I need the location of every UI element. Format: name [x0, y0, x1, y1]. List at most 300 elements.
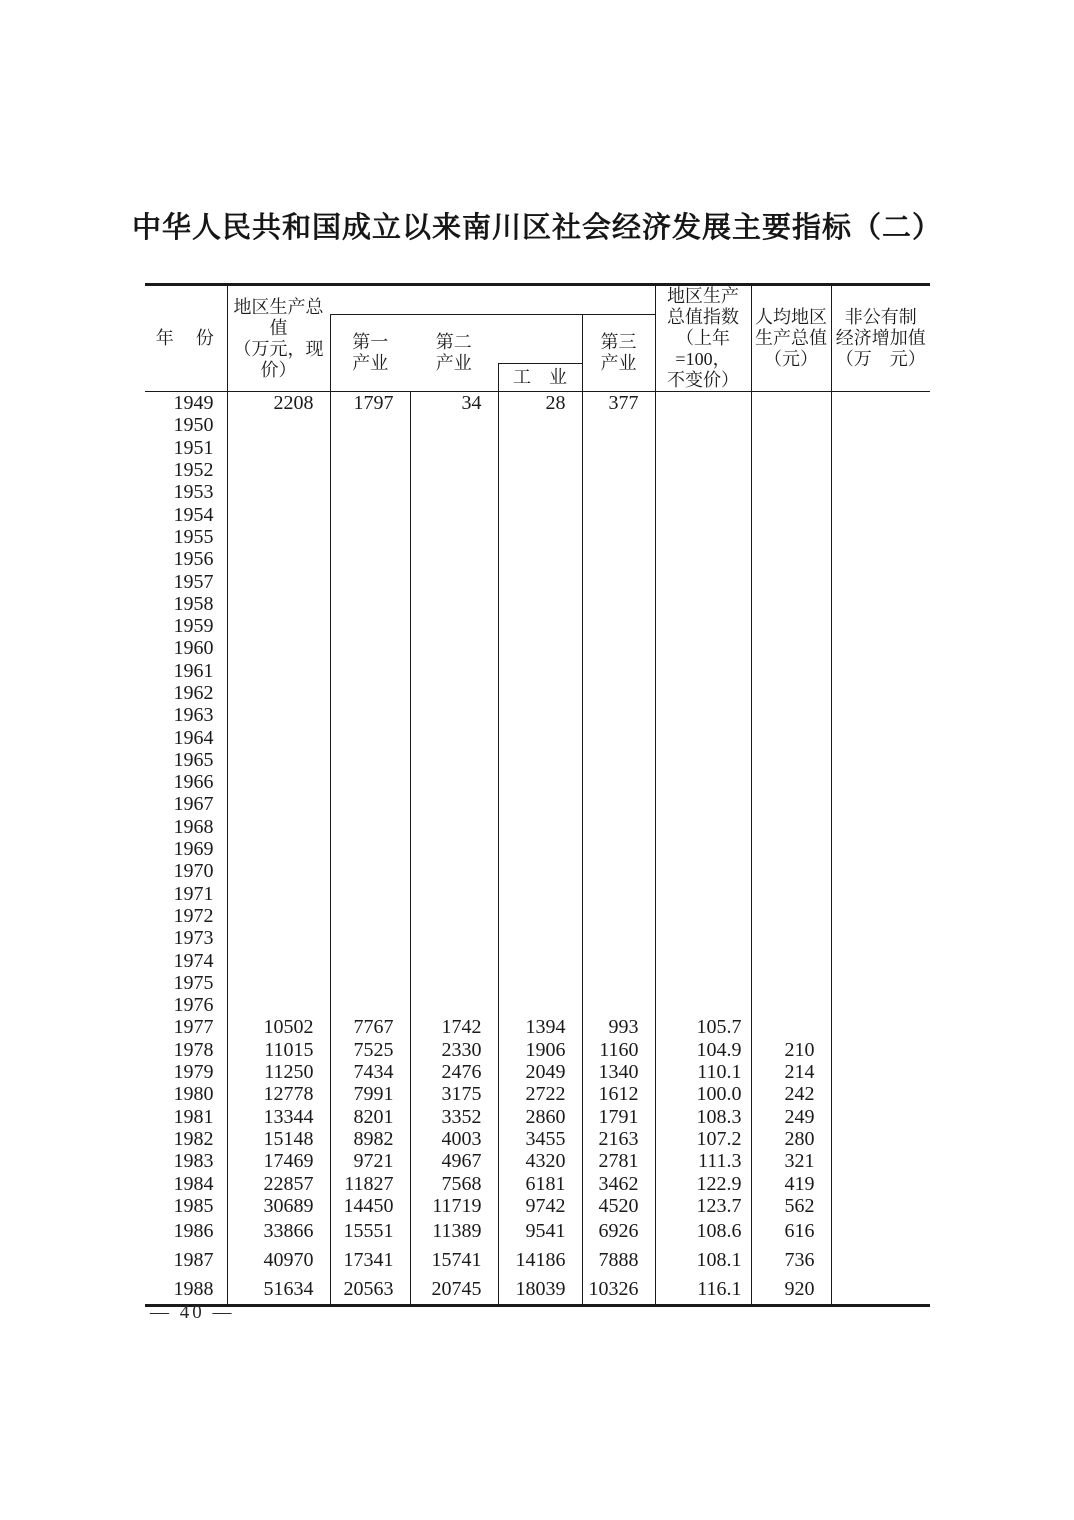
cell-gdp [227, 548, 330, 570]
cell-tertiary-industry: 7888 [582, 1246, 655, 1275]
cell-gdp: 51634 [227, 1275, 330, 1306]
header-primary-industry [330, 315, 410, 392]
cell-non-public [831, 1016, 930, 1038]
cell-non-public [831, 1150, 930, 1172]
cell-tertiary-industry [582, 503, 655, 525]
cell-non-public [831, 1083, 930, 1105]
cell-industry [498, 526, 582, 548]
header-spanner-band [330, 285, 655, 315]
table-row [145, 704, 930, 726]
cell-year: 1985 [173, 1194, 214, 1217]
cell-non-public [831, 771, 930, 793]
cell-primary-industry [330, 481, 410, 503]
cell-primary-industry [330, 838, 410, 860]
cell-gdp-index [655, 682, 751, 704]
cell-industry: 3455 [498, 1128, 582, 1150]
cell-non-public [831, 1275, 930, 1306]
table-row [145, 392, 930, 415]
cell-per-capita [751, 682, 831, 704]
header-industry: 工 业 [498, 364, 582, 392]
table-row [145, 1039, 930, 1061]
cell-primary-industry [330, 637, 410, 659]
cell-gdp-index [655, 816, 751, 838]
cell-per-capita: 616 [751, 1217, 831, 1246]
cell-tertiary-industry [582, 437, 655, 459]
cell-non-public [831, 883, 930, 905]
cell-industry: 9541 [498, 1217, 582, 1246]
cell-tertiary-industry [582, 838, 655, 860]
cell-primary-industry [330, 704, 410, 726]
cell-year: 1972 [173, 904, 214, 927]
cell-year: 1969 [173, 838, 214, 861]
cell-industry [498, 660, 582, 682]
cell-industry [498, 972, 582, 994]
cell-gdp [227, 593, 330, 615]
cell-industry [498, 838, 582, 860]
table-row [145, 949, 930, 971]
cell-secondary-industry: 11719 [410, 1195, 498, 1217]
cell-gdp: 30689 [227, 1195, 330, 1217]
cell-industry [498, 927, 582, 949]
cell-tertiary-industry [582, 994, 655, 1016]
cell-tertiary-industry [582, 526, 655, 548]
cell-gdp [227, 994, 330, 1016]
cell-per-capita [751, 883, 831, 905]
table-row [145, 771, 930, 793]
cell-primary-industry [330, 972, 410, 994]
cell-primary-industry: 15551 [330, 1217, 410, 1246]
table-row [145, 1150, 930, 1172]
cell-industry [498, 994, 582, 1016]
cell-gdp-index: 123.7 [655, 1195, 751, 1217]
cell-secondary-industry [410, 682, 498, 704]
cell-gdp-index: 108.3 [655, 1106, 751, 1128]
header-per-capita-line1: 人均地区 [755, 307, 827, 327]
cell-gdp-index: 108.6 [655, 1217, 751, 1246]
cell-secondary-industry [410, 883, 498, 905]
cell-industry [498, 481, 582, 503]
cell-tertiary-industry [582, 459, 655, 481]
cell-tertiary-industry [582, 637, 655, 659]
cell-primary-industry [330, 726, 410, 748]
cell-year: 1960 [173, 637, 214, 660]
cell-primary-industry [330, 660, 410, 682]
cell-primary-industry [330, 749, 410, 771]
cell-primary-industry: 9721 [330, 1150, 410, 1172]
table-row [145, 1106, 930, 1128]
table-row [145, 682, 930, 704]
cell-non-public [831, 526, 930, 548]
cell-per-capita: 321 [751, 1150, 831, 1172]
cell-gdp-index: 116.1 [655, 1275, 751, 1306]
cell-per-capita [751, 481, 831, 503]
cell-secondary-industry: 15741 [410, 1246, 498, 1275]
cell-non-public [831, 682, 930, 704]
table-row [145, 637, 930, 659]
cell-non-public [831, 704, 930, 726]
cell-primary-industry [330, 860, 410, 882]
cell-gdp-index: 104.9 [655, 1039, 751, 1061]
cell-gdp [227, 526, 330, 548]
table-row [145, 1172, 930, 1194]
cell-industry [498, 437, 582, 459]
page-number: — 40 — [150, 1302, 235, 1323]
header-per-capita-line2: 生产总值 [755, 328, 827, 348]
table-row [145, 593, 930, 615]
cell-primary-industry: 17341 [330, 1246, 410, 1275]
cell-primary-industry [330, 503, 410, 525]
cell-gdp [227, 503, 330, 525]
table-row [145, 1061, 930, 1083]
cell-secondary-industry [410, 437, 498, 459]
table-row [145, 414, 930, 436]
cell-primary-industry [330, 883, 410, 905]
cell-tertiary-industry [582, 771, 655, 793]
cell-gdp-index [655, 726, 751, 748]
cell-year: 1954 [173, 503, 214, 526]
cell-primary-industry [330, 793, 410, 815]
cell-primary-industry: 20563 [330, 1275, 410, 1306]
table-row [145, 1217, 930, 1246]
cell-per-capita: 214 [751, 1061, 831, 1083]
header-gdp-index-line4: 不变价） [667, 370, 739, 390]
cell-tertiary-industry [582, 860, 655, 882]
cell-per-capita [751, 994, 831, 1016]
cell-tertiary-industry: 6926 [582, 1217, 655, 1246]
cell-gdp: 13344 [227, 1106, 330, 1128]
table-row [145, 927, 930, 949]
header-gdp-index-line3: （上年=100， [675, 328, 731, 369]
cell-secondary-industry: 20745 [410, 1275, 498, 1306]
cell-tertiary-industry: 4520 [582, 1195, 655, 1217]
cell-per-capita: 210 [751, 1039, 831, 1061]
cell-primary-industry [330, 816, 410, 838]
cell-per-capita [751, 503, 831, 525]
cell-gdp-index [655, 615, 751, 637]
cell-tertiary-industry [582, 704, 655, 726]
cell-gdp-index [655, 793, 751, 815]
header-per-capita [751, 285, 831, 392]
cell-per-capita [751, 459, 831, 481]
cell-gdp-index [655, 548, 751, 570]
cell-non-public [831, 1106, 930, 1128]
cell-gdp-index [655, 860, 751, 882]
cell-non-public [831, 749, 930, 771]
cell-gdp [227, 972, 330, 994]
cell-year: 1950 [173, 414, 214, 437]
cell-per-capita [751, 437, 831, 459]
cell-secondary-industry [410, 503, 498, 525]
table-row [145, 1083, 930, 1105]
cell-tertiary-industry: 2163 [582, 1128, 655, 1150]
cell-tertiary-industry: 1160 [582, 1039, 655, 1061]
cell-secondary-industry [410, 749, 498, 771]
cell-non-public [831, 548, 930, 570]
header-tertiary-line2: 产业 [600, 353, 637, 373]
cell-non-public [831, 503, 930, 525]
cell-non-public [831, 660, 930, 682]
cell-per-capita [751, 793, 831, 815]
cell-secondary-industry [410, 816, 498, 838]
cell-industry: 1394 [498, 1016, 582, 1038]
cell-primary-industry: 11827 [330, 1172, 410, 1194]
cell-non-public [831, 905, 930, 927]
cell-primary-industry: 8201 [330, 1106, 410, 1128]
cell-per-capita: 242 [751, 1083, 831, 1105]
cell-primary-industry [330, 615, 410, 637]
cell-gdp-index: 100.0 [655, 1083, 751, 1105]
cell-non-public [831, 726, 930, 748]
cell-year: 1976 [173, 994, 214, 1017]
cell-gdp-index [655, 481, 751, 503]
cell-non-public [831, 972, 930, 994]
cell-secondary-industry: 1742 [410, 1016, 498, 1038]
table-row [145, 570, 930, 592]
cell-year: 1980 [173, 1083, 214, 1106]
cell-gdp [227, 570, 330, 592]
table-row [145, 615, 930, 637]
cell-per-capita [751, 570, 831, 592]
cell-gdp [227, 481, 330, 503]
cell-gdp-index: 111.3 [655, 1150, 751, 1172]
cell-gdp: 33866 [227, 1217, 330, 1246]
cell-year: 1955 [173, 525, 214, 548]
cell-primary-industry [330, 994, 410, 1016]
cell-secondary-industry [410, 637, 498, 659]
table-header [145, 285, 930, 392]
cell-year: 1988 [173, 1278, 214, 1301]
cell-year: 1957 [173, 570, 214, 593]
cell-year: 1970 [173, 860, 214, 883]
cell-year: 1965 [173, 748, 214, 771]
header-non-public-line1: 非公有制 [844, 307, 917, 327]
cell-non-public [831, 392, 930, 415]
cell-gdp-index [655, 593, 751, 615]
page-title: 中华人民共和国成立以来南川区社会经济发展主要指标（二） [131, 212, 942, 244]
cell-secondary-industry: 4003 [410, 1128, 498, 1150]
cell-primary-industry: 7434 [330, 1061, 410, 1083]
cell-industry: 4320 [498, 1150, 582, 1172]
cell-industry: 1906 [498, 1039, 582, 1061]
table-row [145, 749, 930, 771]
cell-gdp-index [655, 660, 751, 682]
cell-per-capita [751, 414, 831, 436]
cell-gdp [227, 883, 330, 905]
cell-industry [498, 682, 582, 704]
table-row [145, 459, 930, 481]
cell-year: 1971 [173, 882, 214, 905]
header-gdp-index-line1: 地区生产 [667, 286, 739, 306]
cell-year: 1949 [145, 392, 227, 415]
cell-year: 1974 [173, 949, 214, 972]
cell-gdp-index [655, 972, 751, 994]
cell-per-capita [751, 660, 831, 682]
cell-per-capita [751, 526, 831, 548]
cell-non-public [831, 793, 930, 815]
cell-primary-industry [330, 459, 410, 481]
cell-year: 1953 [173, 481, 214, 504]
cell-industry [498, 548, 582, 570]
cell-secondary-industry: 34 [410, 392, 498, 415]
cell-per-capita [751, 726, 831, 748]
cell-gdp-index [655, 994, 751, 1016]
cell-non-public [831, 593, 930, 615]
cell-per-capita: 736 [751, 1246, 831, 1275]
cell-year: 1958 [173, 592, 214, 615]
cell-secondary-industry [410, 459, 498, 481]
cell-non-public [831, 570, 930, 592]
cell-gdp-index [655, 526, 751, 548]
cell-non-public [831, 994, 930, 1016]
cell-gdp [227, 816, 330, 838]
cell-secondary-industry: 3352 [410, 1106, 498, 1128]
cell-tertiary-industry [582, 570, 655, 592]
cell-gdp [227, 637, 330, 659]
cell-tertiary-industry [582, 972, 655, 994]
cell-per-capita [751, 548, 831, 570]
cell-year: 1964 [173, 726, 214, 749]
cell-industry [498, 816, 582, 838]
cell-year: 1975 [173, 971, 214, 994]
header-non-public-line2: 经济增加值 [835, 328, 926, 348]
cell-primary-industry [330, 548, 410, 570]
cell-secondary-industry [410, 949, 498, 971]
cell-per-capita [751, 771, 831, 793]
cell-year: 1956 [173, 548, 214, 571]
cell-non-public [831, 927, 930, 949]
cell-year: 1962 [173, 682, 214, 704]
cell-year: 1984 [173, 1172, 214, 1195]
table-row [145, 726, 930, 748]
cell-primary-industry [330, 682, 410, 704]
cell-gdp-index [655, 883, 751, 905]
cell-year: 1979 [173, 1061, 214, 1084]
cell-gdp-index [655, 704, 751, 726]
cell-year: 1977 [173, 1016, 214, 1039]
cell-secondary-industry [410, 593, 498, 615]
cell-tertiary-industry [582, 682, 655, 704]
cell-gdp [227, 414, 330, 436]
cell-per-capita [751, 637, 831, 659]
cell-secondary-industry [410, 570, 498, 592]
cell-year: 1978 [173, 1038, 214, 1061]
cell-secondary-industry: 2330 [410, 1039, 498, 1061]
cell-non-public [831, 949, 930, 971]
cell-industry: 18039 [498, 1275, 582, 1306]
cell-gdp [227, 615, 330, 637]
cell-secondary-industry: 3175 [410, 1083, 498, 1105]
cell-per-capita [751, 704, 831, 726]
header-non-public [831, 285, 930, 392]
cell-tertiary-industry: 10326 [582, 1275, 655, 1306]
cell-industry [498, 593, 582, 615]
cell-secondary-industry: 4967 [410, 1150, 498, 1172]
cell-industry [498, 949, 582, 971]
cell-per-capita: 280 [751, 1128, 831, 1150]
cell-industry [498, 771, 582, 793]
cell-tertiary-industry [582, 905, 655, 927]
cell-secondary-industry [410, 793, 498, 815]
cell-non-public [831, 838, 930, 860]
cell-tertiary-industry: 2781 [582, 1150, 655, 1172]
cell-gdp [227, 949, 330, 971]
cell-gdp-index [655, 503, 751, 525]
header-secondary-line1: 第二 [435, 332, 472, 352]
cell-tertiary-industry [582, 481, 655, 503]
cell-industry [498, 860, 582, 882]
cell-per-capita [751, 615, 831, 637]
cell-tertiary-industry [582, 660, 655, 682]
cell-gdp-index [655, 905, 751, 927]
cell-per-capita: 419 [751, 1172, 831, 1194]
cell-non-public [831, 481, 930, 503]
cell-secondary-industry [410, 860, 498, 882]
cell-secondary-industry [410, 972, 498, 994]
cell-primary-industry [330, 570, 410, 592]
header-gdp-line2: （万元，现价） [233, 338, 324, 380]
header-secondary-line2: 产业 [435, 353, 472, 373]
cell-industry [498, 459, 582, 481]
cell-per-capita [751, 949, 831, 971]
cell-per-capita [751, 1016, 831, 1038]
cell-tertiary-industry: 3462 [582, 1172, 655, 1194]
cell-industry [498, 793, 582, 815]
cell-gdp-index [655, 927, 751, 949]
table-row [145, 883, 930, 905]
cell-gdp [227, 704, 330, 726]
cell-secondary-industry [410, 838, 498, 860]
cell-per-capita [751, 392, 831, 415]
header-year: 年 份 [145, 285, 227, 392]
cell-non-public [831, 1061, 930, 1083]
cell-gdp: 40970 [227, 1246, 330, 1275]
cell-non-public [831, 637, 930, 659]
cell-non-public [831, 414, 930, 436]
cell-per-capita [751, 972, 831, 994]
table-row [145, 793, 930, 815]
cell-gdp: 10502 [227, 1016, 330, 1038]
cell-gdp: 22857 [227, 1172, 330, 1194]
header-gdp-line1: 地区生产总值 [233, 296, 324, 338]
cell-industry: 9742 [498, 1195, 582, 1217]
table-row [145, 503, 930, 525]
cell-secondary-industry [410, 905, 498, 927]
cell-year: 1959 [173, 615, 214, 638]
cell-gdp-index [655, 437, 751, 459]
cell-secondary-industry: 11389 [410, 1217, 498, 1246]
cell-per-capita [751, 927, 831, 949]
cell-primary-industry [330, 437, 410, 459]
cell-year: 1982 [173, 1127, 214, 1150]
cell-tertiary-industry: 1340 [582, 1061, 655, 1083]
cell-tertiary-industry [582, 793, 655, 815]
cell-year: 1987 [173, 1249, 214, 1272]
cell-year: 1981 [173, 1105, 214, 1128]
cell-per-capita [751, 749, 831, 771]
cell-tertiary-industry [582, 593, 655, 615]
cell-primary-industry: 7525 [330, 1039, 410, 1061]
cell-year: 1967 [173, 793, 214, 816]
cell-gdp [227, 838, 330, 860]
cell-primary-industry: 8982 [330, 1128, 410, 1150]
header-non-public-line3: （万 元） [835, 349, 926, 369]
cell-industry [498, 905, 582, 927]
table-row [145, 1275, 930, 1306]
header-gdp-index-line2: 总值指数 [667, 307, 739, 327]
cell-tertiary-industry [582, 548, 655, 570]
cell-gdp [227, 437, 330, 459]
cell-industry: 6181 [498, 1172, 582, 1194]
